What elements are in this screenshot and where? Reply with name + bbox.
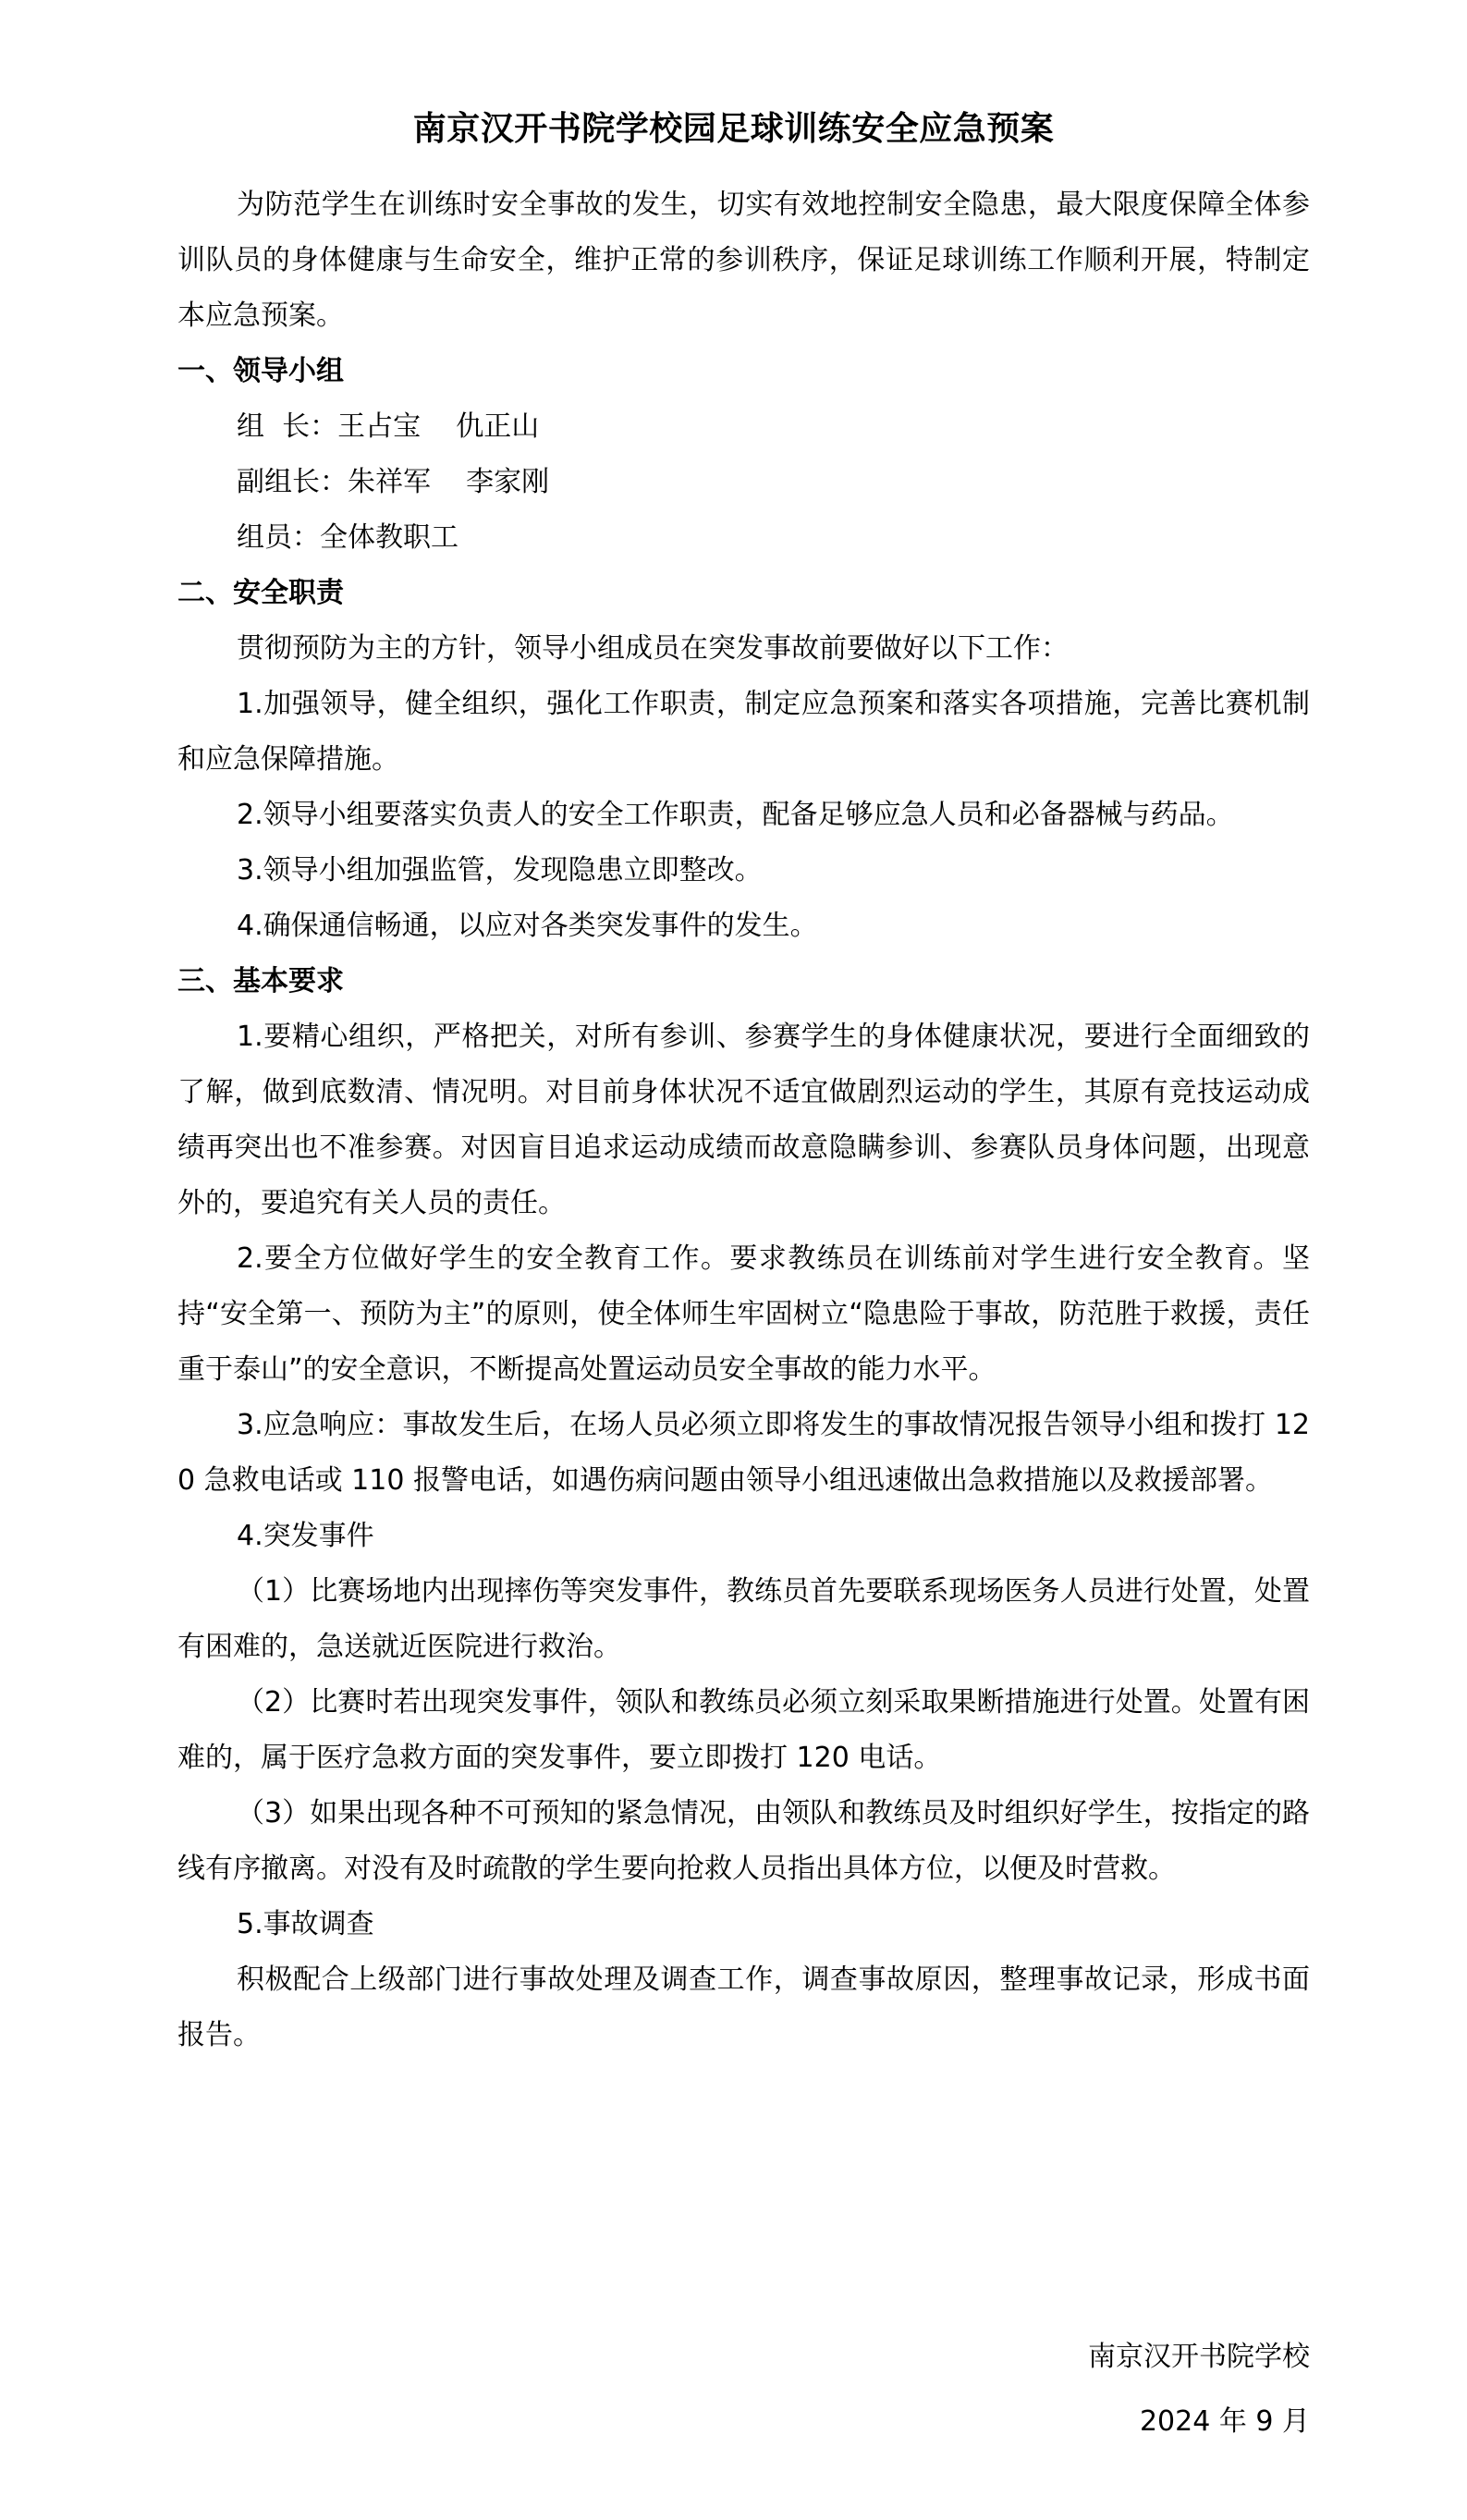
deputy-line: 副组长：朱祥军 李家刚 <box>237 466 550 498</box>
section3-item-4-heading: 4.突发事件 <box>237 1520 374 1552</box>
section3-item-5-heading: 5.事故调查 <box>237 1908 374 1940</box>
section2-heading: 二、安全职责 <box>177 577 344 609</box>
section3-item-1: 1.要精心组织，严格把关，对所有参训、参赛学生的身体健康状况，要进行全面细致的了解，做到底数清、情况明。对目前身体状况不适宜做剧烈运动的学生，其原有竞技运动成绩再突出也不准参赛。对因盲目追求运动成绩而故意隐瞒参训、参赛队员身体问题，出现意外的，要追究有关人员的责任。 <box>177 1021 1310 1219</box>
intro-paragraph: 为防范学生在训练时安全事故的发生，切实有效地控制安全隐患，最大限度保障全体参训队员的身体健康与生命安全，维护正常的参训秩序，保证足球训练工作顺利开展，特制定本应急预案。 <box>177 189 1310 332</box>
document-body <box>177 177 1310 2063</box>
section2-item-2: 2.领导小组要落实负责人的安全工作职责，配备足够应急人员和必备器械与药品。 <box>237 799 1234 831</box>
members-line: 组员：全体教职工 <box>237 521 458 554</box>
leader-line: 组 长：王占宝 仇正山 <box>237 410 540 443</box>
section3-item-4-sub-1: （1）比赛场地内出现摔伤等突发事件，教练员首先要联系现场医务人员进行处置，处置有困难的，急送就近医院进行救治。 <box>177 1575 1310 1663</box>
document-title: 南京汉开书院学校园足球训练安全应急预案 <box>412 110 1055 148</box>
section2-item-3: 3.领导小组加强监管，发现隐患立即整改。 <box>237 854 763 887</box>
signature-block <box>1088 2330 1310 2459</box>
signature-org: 南京汉开书院学校 <box>1088 2341 1310 2373</box>
section3-item-4-sub-3: （3）如果出现各种不可预知的紧急情况，由领队和教练员及时组织好学生，按指定的路线有序撤离。对没有及时疏散的学生要向抢救人员指出具体方位，以便及时营救。 <box>177 1797 1310 1885</box>
section3-heading: 三、基本要求 <box>177 965 344 997</box>
section2-item-4: 4.确保通信畅通，以应对各类突发事件的发生。 <box>237 910 818 942</box>
section3-item-3: 3.应急响应：事故发生后，在场人员必须立即将发生的事故情况报告领导小组和拨打 120 急救电话或 110 报警电话，如遇伤病问题由领导小组迅速做出急救措施以及救援部署。 <box>177 1409 1310 1497</box>
section2-item-1: 1.加强领导，健全组织，强化工作职责，制定应急预案和落实各项措施，完善比赛机制和应急保障措施。 <box>177 688 1310 776</box>
section2-intro: 贯彻预防为主的方针，领导小组成员在突发事故前要做好以下工作： <box>237 632 1069 665</box>
section3-item-4-sub-2: （2）比赛时若出现突发事件，领队和教练员必须立刻采取果断措施进行处置。处置有困难的，属于医疗急救方面的突发事件，要立即拨打 120 电话。 <box>177 1686 1310 1774</box>
section3-item-5-text: 积极配合上级部门进行事故处理及调查工作，调查事故原因，整理事故记录，形成书面报告。 <box>177 1963 1310 2051</box>
signature-date: 2024 年 9 月 <box>1139 2405 1310 2438</box>
section3-item-2: 2.要全方位做好学生的安全教育工作。要求教练员在训练前对学生进行安全教育。坚持“安全第一、预防为主”的原则，使全体师生牢固树立“隐患险于事故，防范胜于救援，责任重于泰山”的安全意识，不断提高处置运动员安全事故的能力水平。 <box>177 1242 1310 1386</box>
section1-heading: 一、领导小组 <box>177 355 344 387</box>
